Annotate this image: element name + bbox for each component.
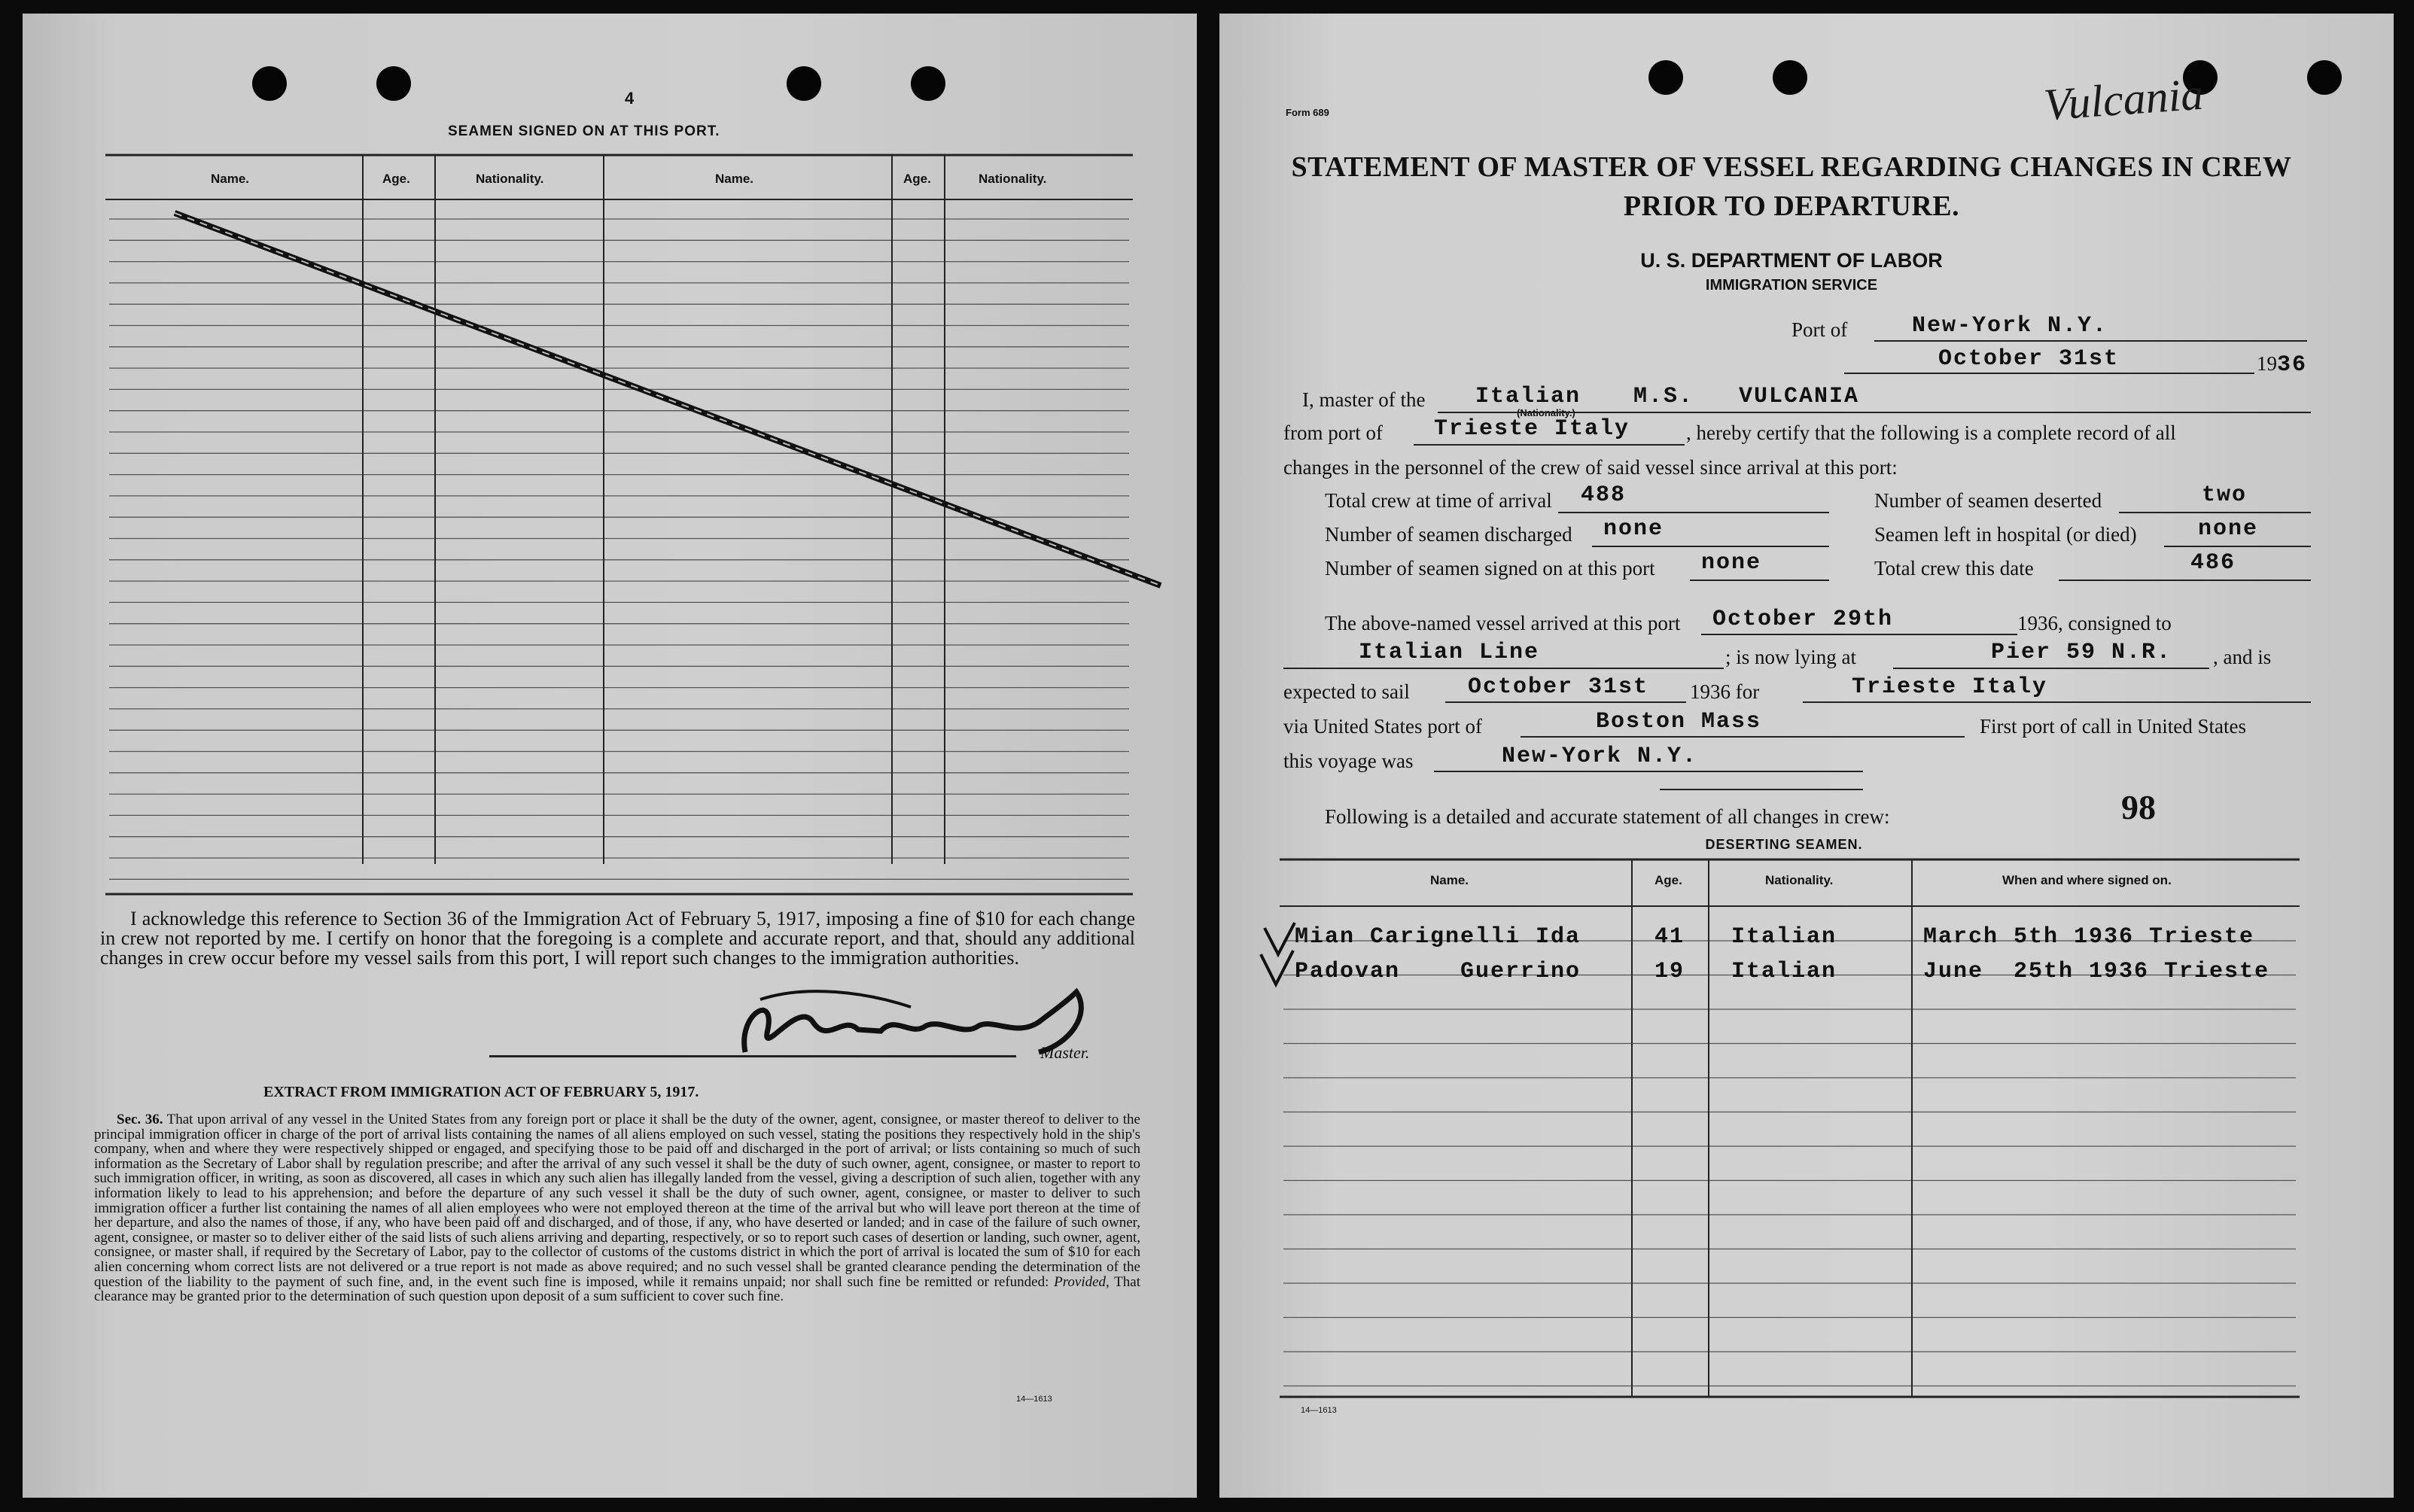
- lying-label: ; is now lying at: [1725, 646, 1856, 668]
- following-text: Following is a detailed and accurate statement of all changes in crew:: [1325, 805, 1890, 828]
- section-body: That upon arrival of any vessel in the United States from any foreign port or place it shall be the duty of the owner, agent, consignee, or master thereof to deliver to the principal immigration officer in charge of the port of arrival lists containing the names of all aliens employed on such vessel, stating the positions they respectively hold in the ship's company, when and where they were respectively shipped or engaged, and specifying those to be paid off and discharged in the port of arrival; or lists containing so much of such information as the Secretary of Labor shall by regulation prescribe; and after the arrival of any such vessel it shall be the duty of such owner, agent, consignee, or master to report to such immigration officer, in writing, as soon as discovered, all cases in which any such alien has illegally landed from the vessel, giving a description of such alien, together with any information likely to lead to his apprehension; and before the departure of any such vessel it shall be the duty of such owner, agent, consignee, or master to deliver to such immigration officer a further list containing the names of all alien employees who were not employed thereon at the time of the arrival but who will leave port thereon at the time of her departure, and also the names of those, if any, who have been paid off and discharged, and of those, if any, who have deserted or landed; and in case of the failure of such owner, agent, consignee, or master so to deliver either of the said lists of such aliens arriving and departing, respectively, or so to report such cases of desertion or landing, such owner, agent, consignee, or master shall, if required by the Secretary of Labor, pay to the collector of customs of the customs district in which the port of arrival is located the sum of $10 for each alien concerning whom correct lists are not delivered or a true report is not made as above required; and no such vessel shall be granted clearance pending the determination of the question of the liability to the payment of such fine, and, in the event such fine is imposed, while it remains unpaid; nor shall such fine be remitted or refunded:: [94, 1112, 1140, 1290]
- arrived-value: October 29th: [1712, 607, 1894, 632]
- sail-date: October 31st: [1468, 674, 1649, 700]
- nationality-value: Italian: [1475, 384, 1581, 409]
- port-value: New-York N.Y.: [1912, 313, 2108, 339]
- year-suffix: 36: [2277, 352, 2308, 378]
- master-label: Master.: [1040, 1043, 1090, 1062]
- col-header-nationality: Nationality.: [476, 172, 544, 186]
- handwritten-number: 98: [2121, 788, 2156, 826]
- right-page: [1219, 14, 2394, 1498]
- signed-on-value: none: [1701, 550, 1762, 576]
- col-header-name: Name.: [211, 172, 250, 186]
- acknowledgment-text: I acknowledge this reference to Section 36 of the Immigration Act of February 5, 1917, imposing a fine of $10 for each change in crew not reported by me. I certify on honor that the foregoing is a complete and accurate report, and that, should any additional changes in crew occur before my vessel sails from this port, I will report such changes to the immigration authorities.: [100, 908, 1135, 969]
- for-text: 36 for: [1710, 680, 1760, 703]
- row-nationality: Italian: [1731, 924, 1837, 950]
- total-crew-date-label: Total crew this date: [1874, 557, 2034, 580]
- discharged-value: none: [1603, 516, 1664, 542]
- proviso-label: Provided,: [1054, 1273, 1110, 1290]
- col-header-age: Age.: [382, 172, 410, 186]
- handwritten-ship-name: Vulcania: [2041, 68, 2205, 130]
- nationality-caption: (Nationality.): [1517, 407, 1575, 418]
- form-code: 14—1613: [1301, 1406, 1337, 1415]
- deserting-seamen-table: [1219, 14, 2394, 1498]
- row-age: 19: [1654, 959, 1685, 984]
- vessel-name: VULCANIA: [1739, 384, 1860, 409]
- port-label: Port of: [1791, 318, 1848, 341]
- service: IMMIGRATION SERVICE: [1705, 277, 1878, 294]
- section-36-text: [94, 1112, 1140, 1304]
- col-header-nationality: Nationality.: [1765, 873, 1834, 887]
- left-page: [23, 14, 1197, 1498]
- row-signed: March 5th 1936 Trieste: [1923, 924, 2255, 950]
- form-code: 14—1613: [1016, 1395, 1052, 1404]
- title-line-1: STATEMENT OF MASTER OF VESSEL REGARDING CHANGES IN CREW: [1291, 151, 2292, 183]
- row-signed: June 25th 1936 Trieste: [1923, 959, 2270, 984]
- section-label: Sec. 36.: [117, 1112, 163, 1127]
- col-header-age: Age.: [903, 172, 931, 186]
- signed-on-label: Number of seamen signed on at this port: [1325, 557, 1655, 580]
- col-header-nationality: Nationality.: [979, 172, 1047, 186]
- consignee-value: Italian Line: [1359, 640, 1540, 665]
- extract-title: EXTRACT FROM IMMIGRATION ACT OF FEBRUARY 5, 1917.: [263, 1084, 699, 1100]
- seamen-signed-on-table: [23, 14, 1197, 992]
- hospital-value: none: [2198, 516, 2259, 542]
- col-header-age: Age.: [1654, 873, 1682, 887]
- col-header-signed: When and where signed on.: [2002, 873, 2172, 887]
- year-prefix: 19: [2017, 612, 2038, 634]
- hospital-label: Seamen left in hospital (or died): [1874, 523, 2137, 546]
- date-value: October 31st: [1938, 346, 2120, 372]
- row-name: Mian Carignelli Ida: [1295, 924, 1581, 950]
- form-label: Form 689: [1286, 107, 1329, 118]
- signature-line: [489, 1055, 1016, 1057]
- col-header-name: Name.: [1430, 873, 1469, 887]
- year-prefix: 19: [1690, 680, 1710, 703]
- col-header-name: Name.: [715, 172, 754, 186]
- certify-text: , hereby certify that the following is a complete record of all: [1686, 421, 2176, 444]
- deserting-table-title: DESERTING SEAMEN.: [1705, 837, 1863, 852]
- table-title: SEAMEN SIGNED ON AT THIS PORT.: [448, 123, 720, 139]
- total-crew-arrival-label: Total crew at time of arrival: [1325, 489, 1552, 512]
- deserted-label: Number of seamen deserted: [1874, 489, 2102, 512]
- voyage-label: this voyage was: [1283, 750, 1414, 772]
- department: U. S. DEPARTMENT OF LABOR: [1640, 249, 1943, 272]
- first-port-value: New-York N.Y.: [1502, 744, 1698, 769]
- proviso-body: That clearance may be granted prior to the determination of such question upon deposit of a sum sufficient to cover such fine.: [94, 1273, 1140, 1305]
- row-age: 41: [1654, 924, 1685, 950]
- page-number: 4: [625, 89, 635, 108]
- and-is-label: , and is: [2213, 646, 2272, 668]
- discharged-label: Number of seamen discharged: [1325, 523, 1572, 546]
- title-line-2: PRIOR TO DEPARTURE.: [1623, 190, 1960, 222]
- consigned-text: 36, consigned to: [2038, 612, 2172, 634]
- expected-label: expected to sail: [1283, 680, 1410, 703]
- row-nationality: Italian: [1731, 959, 1837, 984]
- vessel-prefix: M.S.: [1633, 384, 1694, 409]
- pier-value: Pier 59 N.R.: [1991, 640, 2172, 665]
- total-crew-date: 486: [2190, 550, 2236, 576]
- via-label: via United States port of: [1283, 715, 1482, 738]
- via-port: Boston Mass: [1596, 709, 1762, 735]
- first-port-label: First port of call in United States: [1980, 715, 2246, 738]
- from-port-label: from port of: [1283, 421, 1383, 444]
- destination: Trieste Italy: [1852, 674, 2048, 700]
- changes-text: changes in the personnel of the crew of said vessel since arrival at this port:: [1283, 456, 1898, 479]
- arrived-label: The above-named vessel arrived at this port: [1325, 612, 1681, 634]
- total-crew-arrival: 488: [1581, 482, 1627, 508]
- from-port-value: Trieste Italy: [1434, 416, 1630, 442]
- row-name: Padovan Guerrino: [1295, 959, 1581, 984]
- year-prefix: 19: [2257, 352, 2277, 375]
- deserted-value: two: [2202, 482, 2248, 508]
- master-of-label: I, master of the: [1302, 388, 1426, 411]
